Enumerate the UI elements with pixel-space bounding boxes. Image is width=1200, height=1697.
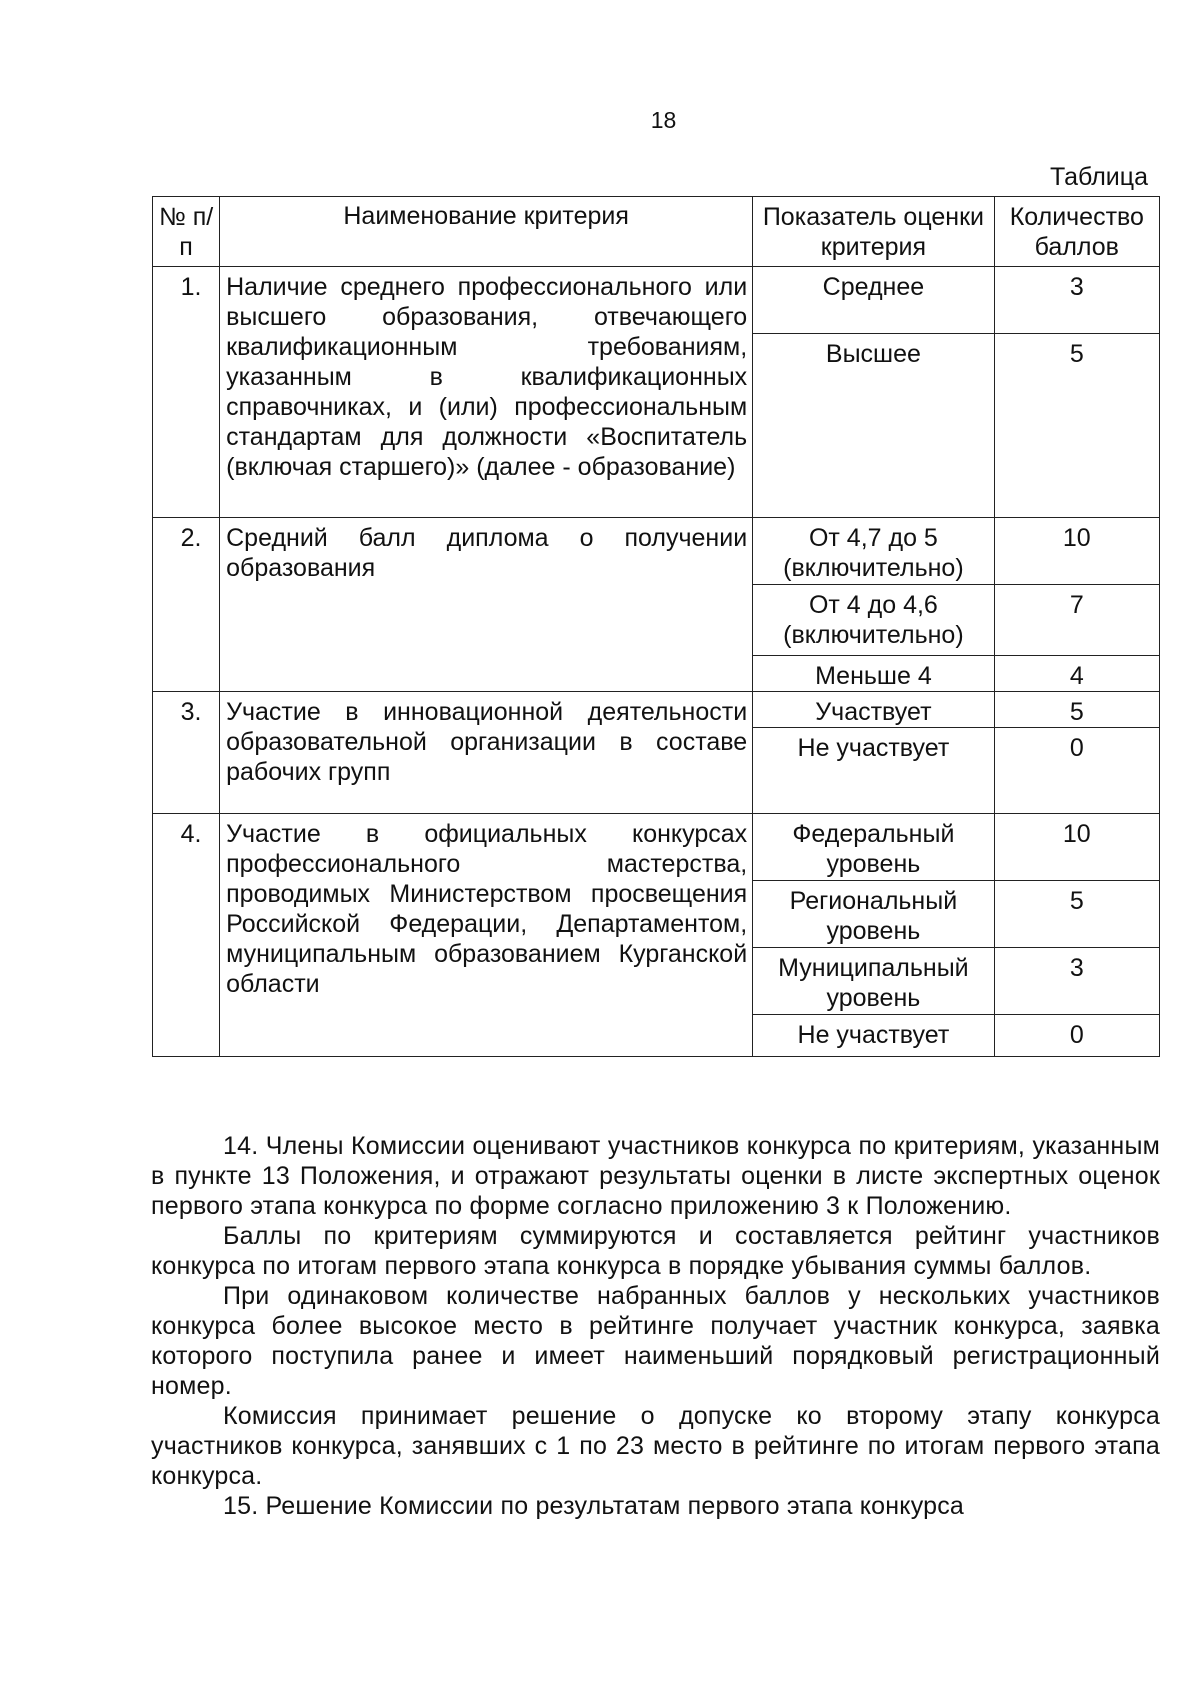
paragraph: Баллы по критериям суммируются и составляется рейтинг участников конкурса по итогам первого этапа конкурса в порядке убывания суммы баллов. (151, 1222, 1160, 1280)
points-cell: 10 (994, 814, 1159, 881)
criterion-name: Наличие среднего профессионального или высшего образования, отвечающего квалификационным требованиям, указанным в квалификационных справочниках, и (или) профессиональным стандартам для должности «Воспитатель (включая старшего)» (далее - образование) (220, 267, 753, 518)
indicator-cell: Федеральный уровень (753, 814, 994, 881)
indicator-cell: Муниципальный уровень (753, 948, 994, 1015)
points-cell: 4 (994, 656, 1159, 692)
points-cell: 3 (994, 948, 1159, 1015)
points-cell: 5 (994, 692, 1159, 728)
body-text (151, 1131, 1160, 1521)
indicator-cell: Высшее (753, 334, 994, 518)
indicator-cell: Участвует (753, 692, 994, 728)
row-number: 3. (153, 692, 220, 814)
criterion-name: Средний балл диплома о получении образования (220, 518, 753, 692)
points-cell: 0 (994, 1015, 1159, 1057)
paragraph: При одинаковом количестве набранных баллов у нескольких участников конкурса более высокое место в рейтинге получает участник конкурса, заявка которого поступила ранее и имеет наименьший порядковый регистрационный номер. (151, 1282, 1160, 1400)
points-cell: 10 (994, 518, 1159, 585)
header-name: Наименование критерия (220, 197, 753, 267)
indicator-cell: Региональный уровень (753, 881, 994, 948)
indicator-cell: От 4 до 4,6 (включительно) (753, 585, 994, 656)
points-cell: 0 (994, 728, 1159, 814)
indicator-cell: Меньше 4 (753, 656, 994, 692)
table-row (153, 518, 1160, 585)
points-cell: 5 (994, 334, 1159, 518)
page-number: 18 (650, 107, 677, 133)
header-num: № п/п (153, 197, 220, 267)
table-header-row (153, 197, 1160, 267)
table-row (153, 267, 1160, 334)
paragraph: 14. Члены Комиссии оценивают участников конкурса по критериям, указанным в пункте 13 Положения, и отражают результаты оценки в листе экспертных оценок первого этапа конкурса по форме согласно приложению 3 к Положению. (151, 1132, 1160, 1220)
row-number: 1. (153, 267, 220, 518)
header-indicator: Показатель оценки критерия (753, 197, 994, 267)
indicator-cell: Не участвует (753, 728, 994, 814)
indicator-cell: От 4,7 до 5 (включительно) (753, 518, 994, 585)
criteria-table (152, 196, 1160, 1057)
row-number: 2. (153, 518, 220, 692)
points-cell: 3 (994, 267, 1159, 334)
table-row (153, 692, 1160, 728)
header-points: Количество баллов (994, 197, 1159, 267)
paragraph: Комиссия принимает решение о допуске ко второму этапу конкурса участников конкурса, занявших с 1 по 23 место в рейтинге по итогам первого этапа конкурса. (151, 1402, 1160, 1490)
points-cell: 5 (994, 881, 1159, 948)
table-row (153, 814, 1160, 881)
table-caption: Таблица (1049, 163, 1148, 191)
indicator-cell: Среднее (753, 267, 994, 334)
points-cell: 7 (994, 585, 1159, 656)
row-number: 4. (153, 814, 220, 1057)
criterion-name: Участие в инновационной деятельности образовательной организации в составе рабочих групп (220, 692, 753, 814)
paragraph: 15. Решение Комиссии по результатам первого этапа конкурса (223, 1492, 965, 1520)
criterion-name: Участие в официальных конкурсах профессионального мастерства, проводимых Министерством просвещения Российской Федерации, Департаментом, муниципальным образованием Курганской области (220, 814, 753, 1057)
indicator-cell: Не участвует (753, 1015, 994, 1057)
